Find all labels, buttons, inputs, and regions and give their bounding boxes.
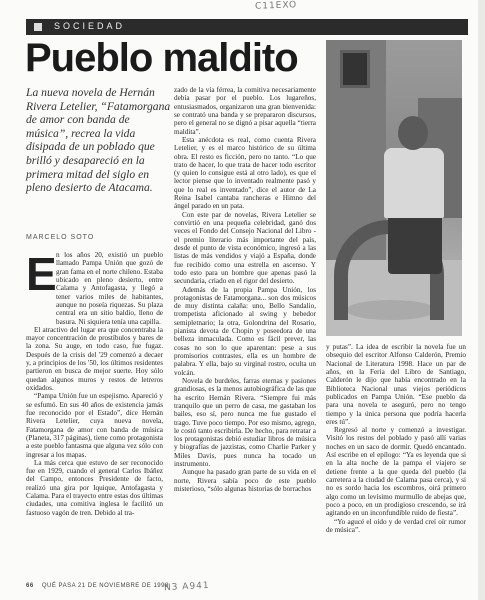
footer-publication: QUÉ PASA 21 DE NOVIEMBRE DE 1998 bbox=[41, 583, 169, 589]
photo-person-legs bbox=[388, 214, 442, 274]
col1-paragraph-4: La más cerca que estuvo de ser reconocido fue en 1929, cuando el general Carlos Ibáñez del Campo, entonces Presidente de facto, realizó una gira por Iquique, Antofagasta y Calama. Para el trayecto entre estas dos últimas ciudades, una comitiva inglesa le facilitó un fastuoso vagón de tren. Debido al tra- bbox=[26, 458, 163, 517]
col3-paragraph-1: y putas”. La idea de escribir la novela fue un obsequio del escritor Alfonso Calderón, Premio Nacional de Literatura 1998. Hace un par de años, en la Feria del Libro de Santiago, Calderón le dijo que había encontrado en la Biblioteca Nacional unas viejos periódicos publicados en Pampa Unión. “Ese pueblo da para una novela te aseguró, pero no tengo tiempo y la única persona que podría hacerla eres tú”. bbox=[326, 343, 466, 426]
article-deck: La nueva novela de Hernán Rivera Letelier, “Fatamorgana de amor con banda de música”, recrea la vida disipada de un poblado que brilló y desapareció en la primera mitad del siglo en pleno desierto de Atacama. bbox=[26, 86, 171, 195]
section-bar bbox=[26, 19, 468, 35]
col1-paragraph-1: n los años 20, existió un pueblo llamado Pampa Unión que gozó de gran fama en el norte chileno. Estaba ubicado en pleno desierto, entre Calama y Antofagasta, y llegó a tener varios miles de habitantes, aunque no poseía riquezas. Su plaza central era un sitio baldío, lleno de basura. Ni siquiera tenía una capilla. bbox=[56, 251, 163, 326]
column-1 bbox=[26, 248, 163, 579]
page-footer bbox=[26, 583, 169, 589]
article-headline: Pueblo maldito bbox=[25, 36, 298, 80]
col2-paragraph-3: Con este par de novelas, Rivera Letelier se convirtió en una pequeña celebridad, ganó dos veces el Fondo del Consejo Nacional del Libro -el premio literario más importante del país, desde el punto de vista económico, ingresó a las listas de más vendidos y viajó a España, donde fue recibido como una estrella en ascenso. Y todo esto para un hombre que apenas pasó la secundaria, criado en el rigor del desierto. bbox=[174, 210, 316, 286]
column-2 bbox=[174, 86, 316, 579]
page-number: 66 bbox=[26, 583, 34, 589]
section-label: SOCIEDAD bbox=[54, 21, 126, 31]
col3-paragraph-2: Regresó al norte y comenzó a investigar. Visitó los restos del poblado y pasó allí varias noches en un saco de dormir. Quedó encantado. Así escribe en el epílogo: “Ya es leyenda que si en la alta noche de la pampa el viajero se detiene frente a la que queda del pueblo (la carretera a la ciudad de Calama pasa cerca), y si no es sordo hacia los escombros, oirá primero algo como un levísimo murmullo de abejas que, poco a poco, en un prodigioso crescendo, se irá agitando en un inconfundible ruido de fiesta”. bbox=[326, 426, 466, 518]
column-3 bbox=[326, 343, 466, 575]
author-photo bbox=[326, 40, 462, 336]
photo-window bbox=[340, 50, 370, 88]
col2-paragraph-4: Además de la propia Pampa Unión, los protagonistas de Fatamorgana... son dos músicos de muy distinta calaña: uno, Bello Sandalio, trompetista aficionado al swing y bebedor semipletnario; la otra, Golondrina del Rosario, pianista devota de Chopin y poseedora de una belleza inmaculada. Como es fácil prever, las cosas no son lo que aparentan: pese a sus promisorios contrastes, ella es un hombre de palabra. Y ella, bajo su virginal rostro, oculta un volcán. bbox=[174, 285, 316, 377]
handwritten-annotation-bottom: N3 A941 bbox=[163, 580, 210, 594]
photo-person-torso bbox=[384, 148, 444, 218]
col3-paragraph-3: “Yo agucé el oído y de verdad creí oír rumor de música”. bbox=[326, 517, 466, 534]
photo-person-head bbox=[398, 116, 428, 150]
col1-paragraph-2: El atractivo del lugar era que concentraba la mayor concentración de prostíbulos y bares de la zona. Su auge, en todo caso, fue fugaz. Después de la crisis del '29 comenzó a decaer y, a principios de los '50, los últimos residentes partieron en busca de mejor suerte. Hoy sólo quedan algunos muros y restos de letreros oxidados. bbox=[26, 325, 163, 392]
col1-paragraph-3: “Pampa Unión fue un espejismo. Apareció y se esfumó. En sus 40 años de existencia jamás fue reconocido por el Estado”, dice Hernán Rivera Letelier, cuya nueva novela, Fatamorgana de amor con banda de música (Planeta, 317 páginas), tiene como protagonista a este pueblo fantasma que alguna vez sólo con ingresar a los mapas. bbox=[26, 392, 163, 459]
col2-paragraph-6: Aunque ha pasado gran parte de su vida en el norte, Rivera sabía poco de este pueblo misterioso, “sólo algunas historias de borrachos bbox=[174, 468, 316, 493]
col2-paragraph-2: Esta anécdota es real, como cuenta Rivera Letelier, y es el marco histórico de su última obra. El resto es ficción, pero no tanto. “Lo que trato de hacer, lo que trata de hacer todo escritor (y quien lo consigue está al otro lado), es que el lector piense que lo inventado realmente pasó y que lo real es inventado”, dice el autor de La Reina Isabel cantaba rancheras e Himno del ángel parado en un pata. bbox=[174, 135, 316, 211]
byline: MARCELO SOTO bbox=[26, 234, 95, 241]
section-square-icon bbox=[34, 23, 42, 31]
page-edge bbox=[478, 0, 485, 600]
col2-paragraph-1: zado de la vía férrea, la comitiva necesariamente debía pasar por el pueblo. Los lugareños, entusiasmados, organizaron una gran bienvenida: se contrató una banda y se prepararon discursos, pero el general no se dignó a pisar aquella “tierra maldita”. bbox=[174, 86, 316, 136]
handwritten-annotation-top: C11EXO bbox=[254, 0, 298, 12]
col2-paragraph-5: Novela de burdeles, farras eternas y pasiones grandiosas, es la menos autobiográfica de las que ha escrito Hernán Rivera. “Siempre fui más tranquilo que un perro de casa, me gastaban los bailes, eso sí, pero nunca me fue gustado el trago. Tuve poco tiempo. Por eso mismo, agrego, le costó tanto escribirla. De hecho, para retratar a los protagonistas debió estudiar libros de música y biografías de jazzistas, como Charlie Parker y Miles Davis, pues nunca ha tocado un instrumento. bbox=[174, 376, 316, 469]
drop-cap: E bbox=[26, 248, 57, 300]
